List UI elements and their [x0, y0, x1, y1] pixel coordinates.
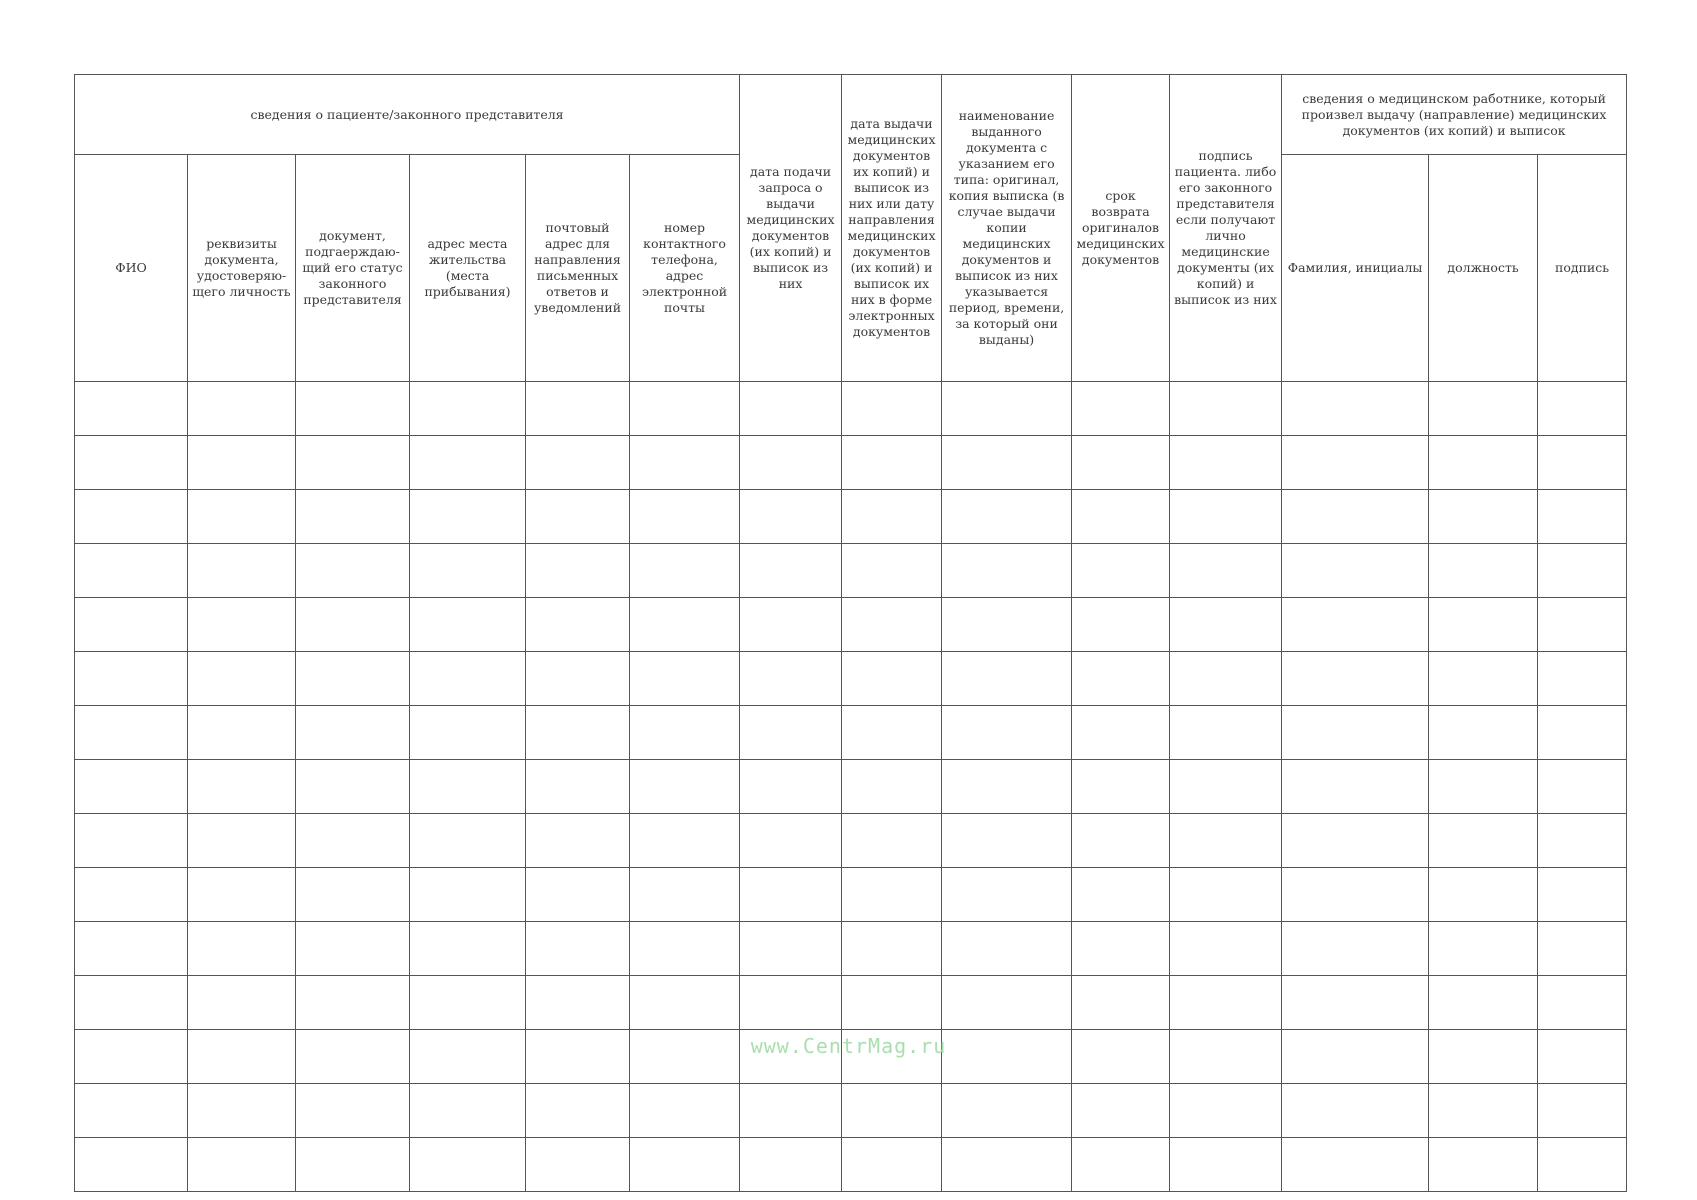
header-worker-signature: подпись: [1538, 155, 1627, 382]
table-cell[interactable]: [942, 544, 1072, 598]
table-cell[interactable]: [1282, 436, 1429, 490]
table-cell[interactable]: [630, 490, 740, 544]
table-cell[interactable]: [842, 814, 942, 868]
table-cell[interactable]: [1072, 652, 1170, 706]
table-cell[interactable]: [296, 544, 410, 598]
table-cell[interactable]: [1429, 436, 1538, 490]
table-row: [75, 598, 1627, 652]
table-cell[interactable]: [188, 760, 296, 814]
table-cell[interactable]: [75, 760, 188, 814]
table-cell[interactable]: [410, 706, 526, 760]
table-cell[interactable]: [1429, 544, 1538, 598]
table-cell[interactable]: [1072, 706, 1170, 760]
table-cell[interactable]: [630, 436, 740, 490]
table-cell[interactable]: [740, 652, 842, 706]
table-cell[interactable]: [1429, 1084, 1538, 1138]
table-row: [75, 1138, 1627, 1192]
table-row: [75, 868, 1627, 922]
table-cell[interactable]: [1429, 976, 1538, 1030]
table-cell[interactable]: [1282, 976, 1429, 1030]
register-table: [74, 74, 1627, 1192]
table-cell[interactable]: [1072, 922, 1170, 976]
table-cell[interactable]: [1538, 382, 1627, 436]
header-fio: ФИО: [75, 155, 188, 382]
table-cell[interactable]: [1170, 382, 1282, 436]
table-cell[interactable]: [526, 652, 630, 706]
table-cell[interactable]: [410, 976, 526, 1030]
watermark-text: www.CentrMag.ru: [750, 1034, 947, 1058]
table-cell[interactable]: [942, 868, 1072, 922]
table-cell[interactable]: [188, 814, 296, 868]
table-cell[interactable]: [630, 544, 740, 598]
table-cell[interactable]: [1282, 598, 1429, 652]
table-row: [75, 490, 1627, 544]
table-cell[interactable]: [740, 706, 842, 760]
table-cell[interactable]: [1282, 382, 1429, 436]
table-cell[interactable]: [75, 868, 188, 922]
table-cell[interactable]: [740, 436, 842, 490]
table-cell[interactable]: [1282, 706, 1429, 760]
table-cell[interactable]: [1170, 814, 1282, 868]
table-cell[interactable]: [740, 922, 842, 976]
table-cell[interactable]: [942, 1138, 1072, 1192]
table-cell[interactable]: [410, 382, 526, 436]
table-cell[interactable]: [75, 436, 188, 490]
table-cell[interactable]: [188, 490, 296, 544]
table-cell[interactable]: [740, 598, 842, 652]
table-row: [75, 976, 1627, 1030]
table-cell[interactable]: [1282, 1138, 1429, 1192]
table-cell[interactable]: [526, 382, 630, 436]
table-cell[interactable]: [188, 706, 296, 760]
table-cell[interactable]: [296, 1084, 410, 1138]
table-cell[interactable]: [740, 760, 842, 814]
table-cell[interactable]: [75, 814, 188, 868]
table-cell[interactable]: [1282, 544, 1429, 598]
table-cell[interactable]: [526, 868, 630, 922]
table-cell[interactable]: [1538, 706, 1627, 760]
header-phone-email: номер контактного телефона, адрес электронной почты: [630, 155, 740, 382]
table-cell[interactable]: [1072, 1084, 1170, 1138]
table-cell[interactable]: [1072, 436, 1170, 490]
table-cell[interactable]: [740, 382, 842, 436]
table-cell[interactable]: [1538, 760, 1627, 814]
table-row: [75, 544, 1627, 598]
table-cell[interactable]: [1538, 1084, 1627, 1138]
table-cell[interactable]: [526, 760, 630, 814]
table-cell[interactable]: [1429, 598, 1538, 652]
table-cell[interactable]: [1538, 598, 1627, 652]
table-cell[interactable]: [410, 1138, 526, 1192]
table-cell[interactable]: [1170, 544, 1282, 598]
table-cell[interactable]: [296, 706, 410, 760]
table-cell[interactable]: [526, 544, 630, 598]
table-cell[interactable]: [942, 652, 1072, 706]
header-residence-address: адрес места жительства (места прибывания): [410, 155, 526, 382]
table-cell[interactable]: [1538, 1138, 1627, 1192]
table-cell[interactable]: [1538, 544, 1627, 598]
table-cell[interactable]: [188, 868, 296, 922]
table-cell[interactable]: [1072, 1138, 1170, 1192]
table-cell[interactable]: [1538, 490, 1627, 544]
table-cell[interactable]: [740, 976, 842, 1030]
table-cell[interactable]: [1429, 868, 1538, 922]
table-cell[interactable]: [296, 760, 410, 814]
table-cell[interactable]: [1170, 706, 1282, 760]
table-cell[interactable]: [1429, 760, 1538, 814]
table-cell[interactable]: [1282, 760, 1429, 814]
table-row: [75, 922, 1627, 976]
table-cell[interactable]: [1538, 652, 1627, 706]
table-cell[interactable]: [1170, 760, 1282, 814]
table-cell[interactable]: [1282, 490, 1429, 544]
table-cell[interactable]: [188, 544, 296, 598]
table-cell[interactable]: [842, 760, 942, 814]
table-cell[interactable]: [410, 760, 526, 814]
table-cell[interactable]: [296, 922, 410, 976]
table-row: [75, 814, 1627, 868]
table-cell[interactable]: [1282, 814, 1429, 868]
table-cell[interactable]: [842, 976, 942, 1030]
table-cell[interactable]: [1170, 1084, 1282, 1138]
table-cell[interactable]: [410, 544, 526, 598]
table-cell[interactable]: [630, 382, 740, 436]
table-cell[interactable]: [1429, 922, 1538, 976]
table-cell[interactable]: [526, 976, 630, 1030]
table-cell[interactable]: [1170, 976, 1282, 1030]
table-row: [75, 760, 1627, 814]
table-cell[interactable]: [740, 490, 842, 544]
table-header: [75, 75, 1627, 382]
table-cell[interactable]: [526, 490, 630, 544]
table-cell[interactable]: [1170, 922, 1282, 976]
table-cell[interactable]: [1170, 490, 1282, 544]
table-cell[interactable]: [842, 490, 942, 544]
table-cell[interactable]: [942, 436, 1072, 490]
table-cell[interactable]: [410, 868, 526, 922]
table-cell[interactable]: [842, 1138, 942, 1192]
table-cell[interactable]: [526, 436, 630, 490]
table-cell[interactable]: [410, 598, 526, 652]
table-cell[interactable]: [1429, 652, 1538, 706]
table-cell[interactable]: [630, 1084, 740, 1138]
table-cell[interactable]: [740, 814, 842, 868]
table-row: [75, 382, 1627, 436]
header-group-worker: сведения о медицинском работнике, который произвел выдачу (направление) медицинских документов (их копий) и выписок: [1282, 75, 1627, 155]
header-worker-position: должность: [1429, 155, 1538, 382]
table-cell[interactable]: [1170, 436, 1282, 490]
table-cell[interactable]: [526, 1138, 630, 1192]
table-cell[interactable]: [1072, 814, 1170, 868]
table-cell[interactable]: [942, 760, 1072, 814]
table-cell[interactable]: [1429, 382, 1538, 436]
table-cell[interactable]: [1072, 382, 1170, 436]
table-cell[interactable]: [842, 598, 942, 652]
table-cell[interactable]: [75, 490, 188, 544]
table-cell[interactable]: [942, 922, 1072, 976]
header-document-name: наименование выданного документа с указанием его типа: оригинал, копия выписка (в случае выдачи копии медицинских документов и выписок из них указывается период, времени, за который они выданы): [942, 75, 1072, 382]
table-cell[interactable]: [75, 544, 188, 598]
table-cell[interactable]: [75, 598, 188, 652]
table-cell[interactable]: [942, 706, 1072, 760]
table-cell[interactable]: [942, 1084, 1072, 1138]
table-cell[interactable]: [296, 652, 410, 706]
table-cell[interactable]: [526, 922, 630, 976]
table-cell[interactable]: [842, 706, 942, 760]
table-cell[interactable]: [526, 1084, 630, 1138]
table-cell[interactable]: [1538, 922, 1627, 976]
table-cell[interactable]: [410, 436, 526, 490]
table-cell[interactable]: [1072, 760, 1170, 814]
table-cell[interactable]: [1429, 1138, 1538, 1192]
table-cell[interactable]: [630, 922, 740, 976]
table-cell[interactable]: [75, 652, 188, 706]
table-cell[interactable]: [842, 1084, 942, 1138]
table-cell[interactable]: [75, 922, 188, 976]
table-cell[interactable]: [526, 814, 630, 868]
table-cell[interactable]: [75, 1138, 188, 1192]
table-cell[interactable]: [842, 922, 942, 976]
table-cell[interactable]: [630, 1138, 740, 1192]
header-issue-date: дата выдачи медицинских документов их копий) и выписок из них или дату направления медицинских документов (их копий) и выписок их них в форме электронных документов: [842, 75, 942, 382]
table-cell[interactable]: [188, 436, 296, 490]
table-cell[interactable]: [410, 922, 526, 976]
table-cell[interactable]: [942, 976, 1072, 1030]
table-cell[interactable]: [1429, 490, 1538, 544]
table-row: [75, 652, 1627, 706]
table-cell[interactable]: [75, 1084, 188, 1138]
table-cell[interactable]: [296, 382, 410, 436]
table-cell[interactable]: [842, 652, 942, 706]
table-cell[interactable]: [1072, 976, 1170, 1030]
table-cell[interactable]: [1538, 868, 1627, 922]
table-cell[interactable]: [1072, 544, 1170, 598]
table-cell[interactable]: [410, 814, 526, 868]
table-row: [75, 436, 1627, 490]
table-body: [75, 382, 1627, 1192]
table-cell[interactable]: [842, 382, 942, 436]
table-cell[interactable]: [1429, 706, 1538, 760]
table-cell[interactable]: [188, 922, 296, 976]
table-cell[interactable]: [1538, 976, 1627, 1030]
header-request-date: дата подачи запроса о выдачи медицинских документов (их копий) и выписок из них: [740, 75, 842, 382]
table-cell[interactable]: [296, 814, 410, 868]
table-cell[interactable]: [1072, 598, 1170, 652]
table-cell[interactable]: [296, 976, 410, 1030]
table-cell[interactable]: [1429, 814, 1538, 868]
table-cell[interactable]: [630, 652, 740, 706]
table-cell[interactable]: [842, 868, 942, 922]
table-cell[interactable]: [188, 652, 296, 706]
table-cell[interactable]: [296, 868, 410, 922]
table-cell[interactable]: [630, 814, 740, 868]
table-cell[interactable]: [740, 1084, 842, 1138]
header-postal-address: почтовый адрес для направления письменных ответов и уведомлений: [526, 155, 630, 382]
table-cell[interactable]: [630, 760, 740, 814]
table-cell[interactable]: [75, 706, 188, 760]
table-cell[interactable]: [630, 598, 740, 652]
table-cell[interactable]: [188, 382, 296, 436]
table-cell[interactable]: [1282, 652, 1429, 706]
table-cell[interactable]: [1170, 598, 1282, 652]
table-cell[interactable]: [630, 868, 740, 922]
table-cell[interactable]: [1538, 436, 1627, 490]
table-cell[interactable]: [942, 490, 1072, 544]
table-cell[interactable]: [188, 1084, 296, 1138]
table-cell[interactable]: [188, 1138, 296, 1192]
table-row: [75, 1084, 1627, 1138]
table-cell[interactable]: [188, 598, 296, 652]
table-cell[interactable]: [1170, 868, 1282, 922]
table-cell[interactable]: [740, 868, 842, 922]
table-cell[interactable]: [942, 598, 1072, 652]
table-cell[interactable]: [1072, 868, 1170, 922]
table-cell[interactable]: [410, 490, 526, 544]
table-cell[interactable]: [1282, 922, 1429, 976]
table-cell[interactable]: [740, 544, 842, 598]
table-cell[interactable]: [630, 976, 740, 1030]
table-cell[interactable]: [75, 382, 188, 436]
table-cell[interactable]: [410, 652, 526, 706]
header-return-term: срок возврата оригиналов медицинских документов: [1072, 75, 1170, 382]
table-cell[interactable]: [1538, 814, 1627, 868]
table-cell[interactable]: [188, 976, 296, 1030]
header-status-document: документ, подгаерждаю-щий его статус законного представителя: [296, 155, 410, 382]
table-cell[interactable]: [296, 490, 410, 544]
header-patient-signature: подпись пациента. либо его законного представителя если получают лично медицинские документы (их копий) и выписок из них: [1170, 75, 1282, 382]
table-cell[interactable]: [526, 706, 630, 760]
table-cell[interactable]: [1282, 1084, 1429, 1138]
table-cell[interactable]: [630, 706, 740, 760]
table-cell[interactable]: [526, 598, 630, 652]
table-cell[interactable]: [1170, 652, 1282, 706]
table-cell[interactable]: [296, 436, 410, 490]
table-cell[interactable]: [842, 436, 942, 490]
table-cell[interactable]: [75, 976, 188, 1030]
table-cell[interactable]: [942, 382, 1072, 436]
table-cell[interactable]: [410, 1084, 526, 1138]
table-cell[interactable]: [296, 598, 410, 652]
table-cell[interactable]: [296, 1138, 410, 1192]
table-cell[interactable]: [1072, 490, 1170, 544]
table-cell[interactable]: [1170, 1138, 1282, 1192]
header-group-patient: сведения о пациенте/законного представителя: [75, 75, 740, 155]
table-cell[interactable]: [1282, 868, 1429, 922]
header-worker-name: Фамилия, инициалы: [1282, 155, 1429, 382]
table-cell[interactable]: [842, 544, 942, 598]
table-row: [75, 706, 1627, 760]
table-cell[interactable]: [942, 814, 1072, 868]
header-id-document: реквизиты документа, удостоверяю-щего личность: [188, 155, 296, 382]
table-cell[interactable]: [740, 1138, 842, 1192]
